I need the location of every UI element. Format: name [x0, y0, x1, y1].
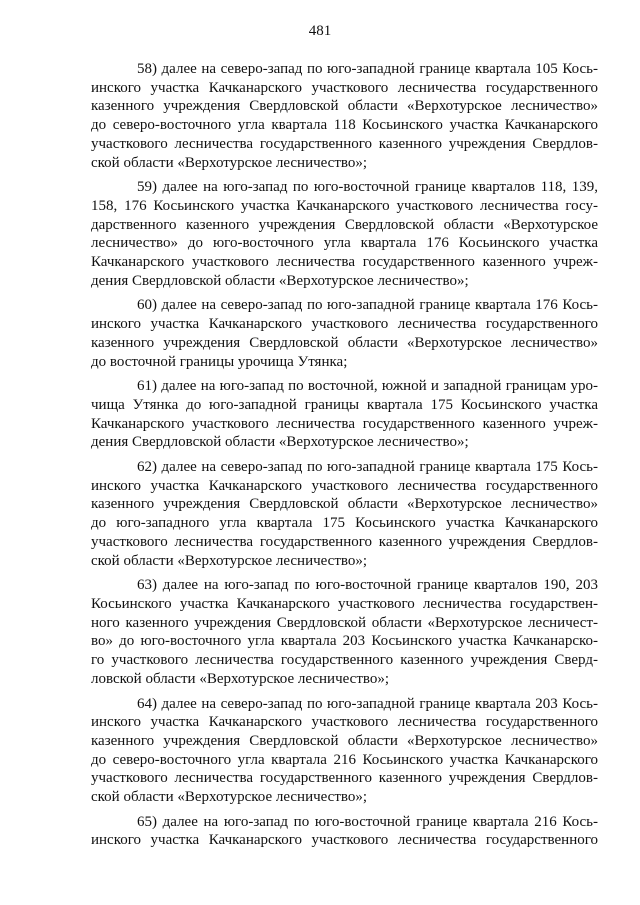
- text-line: инского участка Качканарского участкового лесничества государственного: [91, 714, 598, 731]
- text-line: участкового лесничества государственного казенного учреждения Свердлов-: [91, 135, 598, 152]
- paragraph: [91, 458, 598, 570]
- text-line: дения Свердловской области «Верхотурское лесничество»;: [91, 272, 469, 289]
- text-line: ской области «Верхотурское лесничество»;: [91, 789, 368, 806]
- text-line: 158, 176 Косьинского участка Качканарского участкового лесничества госу-: [91, 197, 598, 214]
- text-line: до юго-западного угла квартала 175 Косьинского участка Качканарского: [91, 515, 598, 532]
- paragraph: [91, 576, 598, 688]
- text-line: Косьинского участка Качканарского участкового лесничества государствен-: [91, 595, 598, 612]
- text-line: до северо-восточного угла квартала 216 Косьинского участка Качканарского: [91, 751, 598, 768]
- text-line: дения Свердловской области «Верхотурское лесничество»;: [91, 434, 469, 451]
- text-line: 62) далее на северо-запад по юго-западной границе квартала 175 Кось-: [137, 459, 598, 476]
- text-line: казенного учреждения Свердловской области «Верхотурское лесничество»: [91, 98, 598, 115]
- text-line: чища Утянка до юго-западной границы квартала 175 Косьинского участка: [91, 396, 598, 413]
- text-line: лесничество» до юго-восточного угла квартала 176 Косьинского участка: [91, 235, 598, 252]
- text-line: 64) далее на северо-запад по юго-западной границе квартала 203 Кось-: [137, 695, 598, 712]
- paragraph: [91, 813, 598, 850]
- text-line: инского участка Качканарского участкового лесничества государственного: [91, 477, 598, 494]
- text-line: 63) далее на юго-запад по юго-восточной границе кварталов 190, 203: [137, 577, 598, 594]
- text-line: ской области «Верхотурское лесничество»;: [91, 552, 368, 569]
- text-line: го участкового лесничества государственного казенного учреждения Сверд-: [91, 652, 598, 669]
- text-line: ской области «Верхотурское лесничество»;: [91, 154, 368, 171]
- text-line: инского участка Качканарского участкового лесничества государственного: [91, 316, 598, 333]
- text-line: казенного учреждения Свердловской области «Верхотурское лесничество»: [91, 732, 598, 749]
- text-line: инского участка Качканарского участкового лесничества государственного: [91, 79, 598, 96]
- paragraph: [91, 377, 598, 452]
- text-line: Качканарского участкового лесничества государственного казенного учреж-: [91, 415, 598, 432]
- paragraph: [91, 178, 598, 290]
- text-line: ного казенного учреждения Свердловской области «Верхотурское лесничест-: [91, 614, 598, 631]
- page-number: 481: [308, 23, 332, 39]
- text-line: 60) далее на северо-запад по юго-западной границе квартала 176 Кось-: [137, 297, 598, 314]
- text-line: участкового лесничества государственного казенного учреждения Свердлов-: [91, 770, 598, 787]
- text-line: дарственного казенного учреждения Свердловской области «Верхотурское: [91, 216, 598, 233]
- text-line: инского участка Качканарского участкового лесничества государственного: [91, 832, 598, 849]
- document-body: [91, 60, 598, 856]
- paragraph: [91, 60, 598, 172]
- text-line: 59) далее на юго-запад по юго-восточной границе кварталов 118, 139,: [137, 179, 598, 196]
- text-line: участкового лесничества государственного казенного учреждения Свердлов-: [91, 533, 598, 550]
- text-line: казенного учреждения Свердловской области «Верхотурское лесничество»: [91, 496, 598, 513]
- text-line: до северо-восточного угла квартала 118 Косьинского участка Качканарского: [91, 117, 598, 134]
- text-line: казенного учреждения Свердловской области «Верхотурское лесничество»: [91, 334, 598, 351]
- paragraph: [91, 695, 598, 807]
- paragraph: [91, 296, 598, 371]
- text-line: ловской области «Верхотурское лесничество»;: [91, 670, 390, 687]
- text-line: 61) далее на юго-запад по восточной, южной и западной границам уро-: [137, 378, 598, 395]
- text-line: 65) далее на юго-запад по юго-восточной границе квартала 216 Кось-: [137, 813, 598, 830]
- text-line: 58) далее на северо-запад по юго-западной границе квартала 105 Кось-: [137, 61, 598, 77]
- text-line: Качканарского участкового лесничества государственного казенного учреж-: [91, 254, 598, 271]
- text-line: во» до юго-восточного угла квартала 203 Косьинского участка Качканарско-: [91, 633, 598, 650]
- text-line: до восточной границы урочища Утянка;: [91, 353, 348, 370]
